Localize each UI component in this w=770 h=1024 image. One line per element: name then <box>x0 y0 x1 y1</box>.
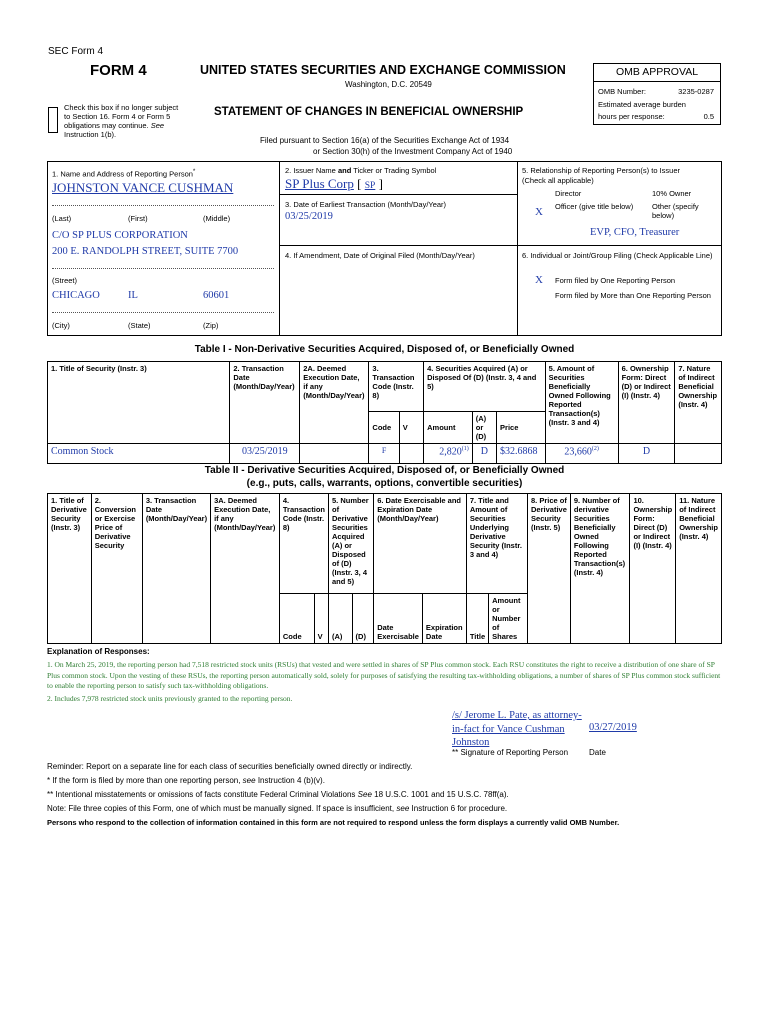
grid-left-border <box>47 161 48 335</box>
grid-issuer-divider <box>279 194 517 195</box>
omb-title: OMB APPROVAL <box>615 66 699 78</box>
earliest-date-label: 3. Date of Earliest Transaction (Month/Day/Year) <box>285 200 447 209</box>
signature-line2: in-fact for Vance Cushman <box>452 723 565 735</box>
issuer-name[interactable]: SP Plus Corp <box>285 176 354 191</box>
grid-date-divider <box>279 245 722 246</box>
t1-a-or-d-header: (A) or (D) <box>472 412 496 444</box>
omb-title-divider <box>594 81 720 82</box>
reporting-person-name: JOHNSTON VANCE CUSHMAN <box>52 180 234 195</box>
city-divider <box>52 312 274 313</box>
omb-persons-note: Persons who respond to the collection of information contained in this form are not required to respond unless the form displays a currently valid OMB Number. <box>47 818 620 827</box>
grid-top-border <box>47 161 722 162</box>
filing-one-label: Form filed by One Reporting Person <box>555 276 676 285</box>
t2-d-header: (D) <box>352 594 374 644</box>
address-divider <box>52 268 274 269</box>
city-label: (City) <box>52 321 70 330</box>
t1-transaction-date: 03/25/2019 <box>230 444 300 464</box>
officer-check-mark[interactable]: X <box>535 206 543 218</box>
t1-ownership-form: D <box>618 444 675 464</box>
filing-more-label: Form filed by More than One Reporting Person <box>555 291 711 300</box>
omb-number-value: 3235-0287 <box>678 87 714 96</box>
city-value: CHICAGO <box>52 290 100 301</box>
earliest-date-value: 03/25/2019 <box>285 211 333 222</box>
explanation-label: Explanation of Responses: <box>47 647 150 656</box>
t2-title-header: Title <box>466 594 488 644</box>
relationship-sub: (Check all applicable) <box>522 176 594 185</box>
state-value: IL <box>128 290 138 301</box>
t1-a-or-d: D <box>472 444 496 464</box>
t1-col2a-header: 2A. Deemed Execution Date, if any (Month/Day/Year) <box>300 362 369 444</box>
t1-price: $32.6868 <box>497 444 546 464</box>
t2-col9-header: 9. Number of derivative Securities Beneficially Owned Following Reported Transaction(s) (Instr. 4) <box>570 494 630 644</box>
grid-bottom-border <box>47 335 722 336</box>
t2-col3-header: 3. Transaction Date (Month/Day/Year) <box>142 494 210 644</box>
amendment-label: 4. If Amendment, Date of Original Filed (Month/Day/Year) <box>285 251 475 260</box>
t2-col10-header: 10. Ownership Form: Direct (D) or Indirect (I) (Instr. 4) <box>630 494 676 644</box>
t2-col1-header: 1. Title of Derivative Security (Instr. 3) <box>48 494 92 644</box>
t2-col7-header: 7. Title and Amount of Securities Underlying Derivative Security (Instr. 3 and 4) <box>466 494 527 594</box>
t2-col4-header: 4. Transaction Code (Instr. 8) <box>279 494 328 594</box>
state-label: (State) <box>128 321 151 330</box>
signature-date: 03/27/2019 <box>589 722 637 733</box>
omb-number-label: OMB Number: <box>598 87 646 96</box>
t1-col7-header: 7. Nature of Indirect Beneficial Ownership (Instr. 4) <box>675 362 722 444</box>
signature-label: ** Signature of Reporting Person <box>452 748 569 757</box>
signature-block <box>452 709 582 750</box>
table1 <box>47 361 722 464</box>
t1-amount-owned: 23,660$^{(2)}$ <box>545 444 618 464</box>
signature-line1: /s/ Jerome L. Pate, as attorney- <box>452 710 582 721</box>
footnote-1: 1. On March 25, 2019, the reporting person had 7,518 restricted stock units (RSUs) that vested and were settled in shares of SP Plus common stock. Each RSU constitutes the right to receive a distribution of one share of SP Plus common stock. Upon the vesting of these RSUs, the reporting person automatically sold, solely for purposes of satisfying the resulting tax-withholding obligations, a number of shares of SP Plus common stock sufficient to enable the reporting person to satisfy such tax-withholding obligations. <box>47 660 721 690</box>
t2-col8-header: 8. Price of Derivative Security (Instr. 5) <box>528 494 571 644</box>
filing-label: 6. Individual or Joint/Group Filing (Check Applicable Line) <box>522 251 713 260</box>
director-label: Director <box>555 189 582 198</box>
statement-title: STATEMENT OF CHANGES IN BENEFICIAL OWNERSHIP <box>214 106 524 118</box>
checkbox-text: Check this box if no longer subject to Section 16. Form 4 or Form 5 obligations may continue. See Instruction 1(b). <box>64 103 179 139</box>
name-divider <box>52 205 274 206</box>
t2-col2-header: 2. Conversion or Exercise Price of Derivative Security <box>91 494 142 644</box>
agency-location: Washington, D.C. 20549 <box>345 80 432 89</box>
t1-v-header: V <box>399 412 423 444</box>
grid-divider-1 <box>279 161 280 335</box>
single-star-note: * If the form is filed by more than one reporting person, see Instruction 4 (b)(v). <box>47 776 325 785</box>
ten-percent-label: 10% Owner <box>652 189 692 198</box>
grid-divider-2 <box>517 161 518 335</box>
table-row <box>48 444 722 464</box>
address-line2: 200 E. RANDOLPH STREET, SUITE 7700 <box>52 246 239 257</box>
signature-date-label: Date <box>589 748 606 757</box>
t1-col1-header: 1. Title of Security (Instr. 3) <box>48 362 230 444</box>
t1-amount: 2,820$^{(1)}$ <box>424 444 473 464</box>
t2-expiration-header: Expiration Date <box>422 594 466 644</box>
issuer-label: 2. Issuer Name and Ticker or Trading Symbol <box>285 166 437 175</box>
table2-title: Table II - Derivative Securities Acquired, Disposed of, or Beneficially Owned <box>204 465 565 476</box>
t2-v-header: V <box>314 594 328 644</box>
double-star-note: ** Intentional misstatements or omissions of facts constitute Federal Criminal Violations See 18 U.S.C. 1001 and 15 U.S.C. 78ff(a). <box>47 790 509 799</box>
t1-deemed-date <box>300 444 369 464</box>
t1-col3-header: 3. Transaction Code (Instr. 8) <box>369 362 424 412</box>
reminder-text: Reminder: Report on a separate line for each class of securities beneficially owned directly or indirectly. <box>47 762 413 771</box>
t1-col6-header: 6. Ownership Form: Direct (D) or Indirect (I) (Instr. 4) <box>618 362 675 444</box>
t1-col5-header: 5. Amount of Securities Beneficially Owned Following Reported Transaction(s) (Instr. 3 and 4) <box>545 362 618 444</box>
relationship-label: 5. Relationship of Reporting Person(s) to Issuer <box>522 166 680 175</box>
signature-line3: Johnston <box>452 737 490 749</box>
reporting-person-label: 1. Name and Address of Reporting Person* <box>52 168 196 179</box>
issuer-name-line: SP Plus Corp [ SP ] <box>285 176 383 191</box>
t1-security-title: Common Stock <box>48 444 230 464</box>
footnote-2: 2. Includes 7,978 restricted stock units previously granted to the reporting person. <box>47 694 293 703</box>
no-longer-subject-checkbox[interactable] <box>48 107 58 133</box>
t2-a-header: (A) <box>328 594 352 644</box>
t1-price-header: Price <box>497 412 546 444</box>
officer-label: Officer (give title below) <box>555 202 634 211</box>
copies-note: Note: File three copies of this Form, one of which must be manually signed. If space is insufficient, see Instruction 6 for procedure. <box>47 804 508 813</box>
t2-col6-header: 6. Date Exercisable and Expiration Date (Month/Day/Year) <box>374 494 467 594</box>
t1-col2-header: 2. Transaction Date (Month/Day/Year) <box>230 362 300 444</box>
middle-label: (Middle) <box>203 214 231 223</box>
grid-right-border <box>721 161 722 335</box>
other-label: Other (specify below) <box>652 202 699 220</box>
t2-col5-header: 5. Number of Derivative Securities Acquired (A) or Disposed of (D) (Instr. 3, 4 and 5) <box>328 494 373 594</box>
table2-subtitle: (e.g., puts, calls, warrants, options, convertible securities) <box>246 478 523 489</box>
t2-date-exercisable-header: Date Exercisable <box>374 594 423 644</box>
omb-hours-value: 0.5 <box>703 112 714 121</box>
omb-approval-box <box>593 63 721 125</box>
t2-code-header: Code <box>279 594 314 644</box>
address-line1: C/O SP PLUS CORPORATION <box>52 230 188 241</box>
last-label: (Last) <box>52 214 72 223</box>
form-number: FORM 4 <box>90 62 147 79</box>
first-label: (First) <box>128 214 148 223</box>
filing-one-mark[interactable]: X <box>535 274 543 286</box>
t1-v <box>399 444 423 464</box>
officer-title-value: EVP, CFO, Treasurer <box>590 227 680 238</box>
filed-pursuant-line2: or Section 30(h) of the Investment Company Act of 1940 <box>313 147 513 156</box>
zip-value: 60601 <box>203 290 230 301</box>
filed-pursuant-line1: Filed pursuant to Section 16(a) of the Securities Exchange Act of 1934 <box>260 136 510 145</box>
t2-col3a-header: 3A. Deemed Execution Date, if any (Month/Day/Year) <box>211 494 280 644</box>
sec-form-label: SEC Form 4 <box>48 46 104 57</box>
t1-code: F <box>369 444 399 464</box>
zip-label: (Zip) <box>203 321 219 330</box>
table2 <box>47 493 722 644</box>
omb-hours-label: hours per response: <box>598 112 665 121</box>
street-label: (Street) <box>52 276 78 285</box>
t1-amount-header: Amount <box>424 412 473 444</box>
t1-nature <box>675 444 722 464</box>
agency-title: UNITED STATES SECURITIES AND EXCHANGE COMMISSION <box>200 63 566 77</box>
t1-code-header: Code <box>369 412 399 444</box>
issuer-ticker[interactable]: SP <box>364 181 376 191</box>
t2-col11-header: 11. Nature of Indirect Beneficial Ownership (Instr. 4) <box>676 494 722 644</box>
t2-amount-shares-header: Amount or Number of Shares <box>489 594 528 644</box>
omb-burden-label: Estimated average burden <box>598 100 686 109</box>
t1-col4-header: 4. Securities Acquired (A) or Disposed Of (D) (Instr. 3, 4 and 5) <box>424 362 546 412</box>
table1-title: Table I - Non-Derivative Securities Acquired, Disposed of, or Beneficially Owned <box>194 344 575 355</box>
